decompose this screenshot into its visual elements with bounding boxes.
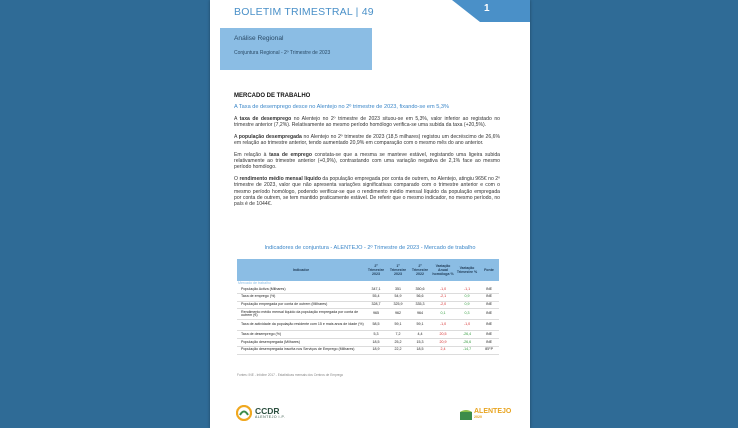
q2-2023-cell: 347,1	[365, 286, 387, 293]
q2-2023-cell: 328,7	[365, 301, 387, 309]
indicator-cell: Rendimento médio mensal líquido da população empregada por conta de outrem (€)	[237, 309, 365, 320]
header-yoy-change: Variação Anual homóloga %	[431, 259, 455, 281]
banner-subtitle: Conjuntura Regional - 2º Trimestre de 2023	[234, 50, 331, 56]
qoq-change-cell: 0,9	[455, 293, 479, 301]
table-row	[237, 346, 499, 354]
page-number: 1	[484, 3, 490, 14]
indicator-cell: Taxa de emprego (%)	[237, 293, 365, 301]
yoy-change-cell: -2,1	[431, 293, 455, 301]
q1-2023-cell: 7,2	[387, 331, 409, 339]
q1-2023-cell: 22,2	[387, 346, 409, 354]
yoy-change-cell: -2,0	[431, 301, 455, 309]
table-source-note: Fontes: INE - Infoline 2017 - Estatísticas mensais dos Centros de Emprego	[237, 373, 344, 377]
paragraph-employment-rate: Em relação à taxa de emprego constata-se que a mesma se manteve estável, registando uma ligeira subida relativamente ao trimestre anterior (+0,9%), contrastando com uma variação negativa de 2,1% face ao mesmo período homólogo.	[234, 151, 500, 171]
indicator-cell: Taxa de desemprego (%)	[237, 331, 365, 339]
indicator-cell: Taxa de actividade da população residente com 15 e mais anos de idade (%)	[237, 320, 365, 331]
q2-2022-cell: 15,3	[409, 339, 431, 347]
qoq-change-cell: 0,9	[455, 301, 479, 309]
header-indicador: Indicador	[237, 259, 365, 281]
q2-2022-cell: 350,6	[409, 286, 431, 293]
yoy-change-cell: 0,1	[431, 309, 455, 320]
header-qoq-change: Variação Trimestre %	[455, 259, 479, 281]
q1-2023-cell: 325,9	[387, 301, 409, 309]
source-cell: INE	[479, 320, 499, 331]
document-page	[210, 0, 530, 428]
yoy-change-cell: 20,5	[431, 331, 455, 339]
q2-2022-cell: 964	[409, 309, 431, 320]
banner-title: Análise Regional	[234, 35, 284, 42]
table-row	[237, 320, 499, 331]
q1-2023-cell: 962	[387, 309, 409, 320]
table-row	[237, 331, 499, 339]
paragraph-unemployment-rate: A taxa de desemprego no Alentejo no 2º trimestre de 2023 situou-se em 5,3%, valor inferior ao registado no trimestre anterior (7,2%). Relativamente ao mesmo período homólogo verifica-se uma subida da taxa (+20,5%).	[234, 116, 500, 129]
paragraph-income: O rendimento médio mensal líquido da população empregada por conta de outrem, no Alentejo, atingiu 965€ no 2º trimestre de 2023, valor que não apresenta variações significativas comparado com o trimestre anterior e com o mesmo período homólogo, podendo verificar-se que o rendimento médio mensal líquido da população empregada por conta de outrem, se tem mantido praticamente estável. De referir que o mesmo indicador, no mesmo período, no país é de 1044€.	[234, 175, 500, 208]
qoq-change-cell: -14,7	[455, 346, 479, 354]
qoq-change-cell: -26,6	[455, 339, 479, 347]
indicator-cell: População desempregada (Milhares)	[237, 339, 365, 347]
indicator-cell: População desempregada inscrita nos Serviços de Emprego (Milhares)	[237, 346, 365, 354]
article-body	[234, 93, 500, 213]
source-cell: INE	[479, 293, 499, 301]
q1-2023-cell: 351	[387, 286, 409, 293]
table-row	[237, 293, 499, 301]
table-title: Indicadores de conjuntura - ALENTEJO - 2º Trimestre de 2023 - Mercado de trabalho	[264, 245, 476, 251]
category-label: Mercado de trabalho	[238, 280, 271, 285]
yoy-change-cell: 2,4	[431, 346, 455, 354]
q2-2023-cell: 55,4	[365, 293, 387, 301]
alentejo-2020-logo: ALENTEJO 2020	[460, 408, 511, 420]
section-banner	[220, 28, 372, 70]
source-cell: INE	[479, 309, 499, 320]
qoq-change-cell: 0,3	[455, 309, 479, 320]
q2-2022-cell: 4,4	[409, 331, 431, 339]
q2-2023-cell: 5,3	[365, 331, 387, 339]
yoy-change-cell: 20,9	[431, 339, 455, 347]
section-subtitle: A Taxa de desemprego desce no Alentejo no 2º trimestre de 2023, fixando-se em 5,3%	[234, 104, 449, 110]
table-row	[237, 301, 499, 309]
indicator-cell: População Activa (Milhares)	[237, 286, 365, 293]
qoq-change-cell: -1,0	[455, 320, 479, 331]
q1-2023-cell: 25,2	[387, 339, 409, 347]
yoy-change-cell: -1,0	[431, 286, 455, 293]
q2-2023-cell: 58,5	[365, 320, 387, 331]
paragraph-unemployed-population: A população desempregada no Alentejo no 2º trimestre de 2023 (18,5 milhares) registou um decréscimo de 26,6% em relação ao trimestre anterior, tendo aumentado 20,9% em comparação com o mesmo mês do ano anterior.	[234, 133, 500, 147]
source-cell: INE	[479, 331, 499, 339]
ccdr-logo: CCDR ALENTEJO I.P.	[236, 405, 285, 421]
alentejo-emblem-icon	[460, 408, 472, 420]
qoq-change-cell: -1,1	[455, 286, 479, 293]
q2-2022-cell: 335,3	[409, 301, 431, 309]
source-cell: INE	[479, 339, 499, 347]
q2-2023-cell: 965	[365, 309, 387, 320]
q1-2023-cell: 59,1	[387, 320, 409, 331]
header-source: Fonte	[479, 259, 499, 281]
qoq-change-cell: -26,4	[455, 331, 479, 339]
section-title: MERCADO DE TRABALHO	[234, 93, 311, 99]
table-row	[237, 339, 499, 347]
yoy-change-cell: -1,0	[431, 320, 455, 331]
page-number-flag	[452, 0, 530, 22]
indicators-table	[237, 259, 499, 355]
table-header-row	[237, 259, 499, 281]
q2-2022-cell: 56,6	[409, 293, 431, 301]
source-cell: IEFP	[479, 346, 499, 354]
source-cell: INE	[479, 301, 499, 309]
q1-2023-cell: 54,9	[387, 293, 409, 301]
header-q2-2022: 2º Trimestre 2022	[409, 259, 431, 281]
source-cell: INE	[479, 286, 499, 293]
bulletin-title: BOLETIM TRIMESTRAL | 49	[234, 6, 374, 18]
indicator-cell: População empregada por conta de outrem (Milhares)	[237, 301, 365, 309]
table-row	[237, 286, 499, 293]
q2-2023-cell: 18,5	[365, 339, 387, 347]
q2-2022-cell: 59,1	[409, 320, 431, 331]
header-q2-2023: 2º Trimestre 2023	[365, 259, 387, 281]
table-row	[237, 309, 499, 320]
q2-2022-cell: 18,5	[409, 346, 431, 354]
ccdr-emblem-icon	[236, 405, 252, 421]
q2-2023-cell: 18,9	[365, 346, 387, 354]
header-q1-2023: 1º Trimestre 2023	[387, 259, 409, 281]
